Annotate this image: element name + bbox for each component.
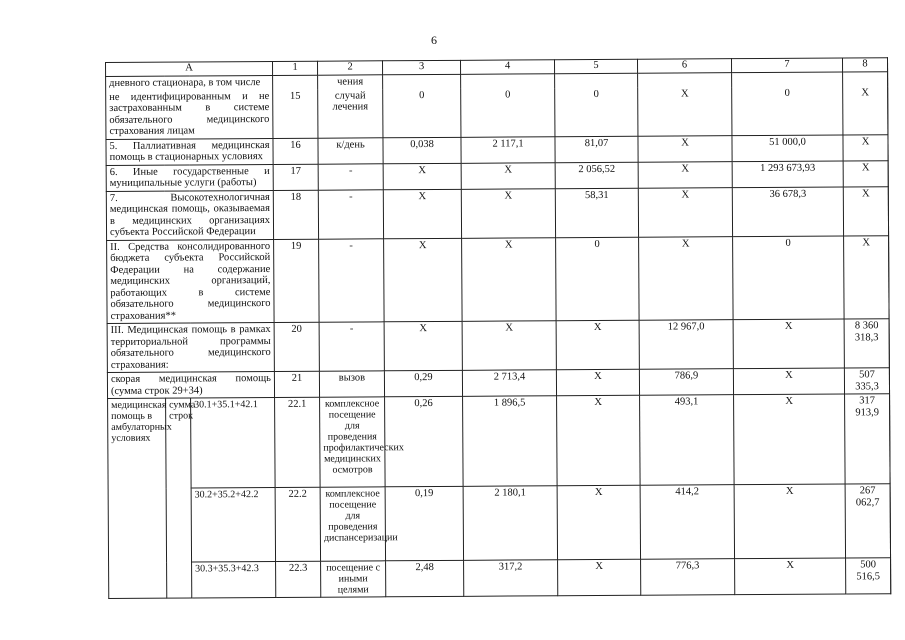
row-description: не идентифицированным и не застрахованным в системе обязательного медицинского страхования лицам: [106, 89, 273, 139]
value-cell: Х: [733, 368, 844, 395]
table-cell: [732, 72, 843, 87]
row-number: 22.1: [275, 397, 321, 487]
unit-cell: комплексное посещение для проведения профилактических медицинских осмотров: [320, 397, 386, 487]
value-cell: 0: [461, 88, 555, 137]
value-cell: Х: [638, 187, 732, 237]
header-cell: 2: [318, 61, 383, 75]
value-cell: 0: [732, 86, 843, 135]
row-description: III. Медицинская помощь в рамках территориальной программы обязательного медицинского страхования:: [107, 322, 274, 372]
row-number: 20: [274, 322, 319, 371]
value-cell: [843, 134, 888, 160]
value-cell: 2 180,1: [463, 486, 557, 561]
value-cell: 1 293 673,93: [732, 160, 843, 187]
header-cell: 8: [843, 58, 888, 72]
value-cell: 51 000,0: [732, 134, 843, 161]
value-cell: Х: [844, 235, 890, 319]
table-row: [107, 319, 889, 373]
value-cell: 0: [733, 235, 845, 319]
value-cell: 317,2: [464, 560, 558, 597]
value-cell: Х: [462, 237, 557, 321]
value-cell: Х: [383, 189, 461, 238]
unit-cell: комплексное посещение для проведения диспансеризации: [320, 487, 385, 561]
value-cell: 0,19: [385, 486, 463, 560]
value-cell: 81,07: [555, 136, 638, 163]
value-cell: 507 335,3: [844, 368, 889, 394]
value-cell: 0,038: [383, 137, 461, 163]
table-cell: [843, 72, 888, 86]
value-cell: Х: [558, 559, 641, 596]
row-number: 16: [273, 138, 318, 164]
value-cell: 776,3: [641, 559, 735, 596]
value-cell: Х: [462, 321, 556, 371]
unit-cell: -: [319, 322, 384, 371]
table-cell: [383, 74, 461, 88]
value-cell: Х: [733, 319, 844, 369]
table-row: [106, 86, 888, 139]
sum-rows-label: сумма строк: [166, 398, 192, 598]
page-number: 6: [431, 33, 437, 47]
value-cell: 0: [383, 88, 461, 137]
value-cell: 2 713,4: [462, 370, 556, 397]
value-cell: Х: [638, 161, 732, 188]
value-cell: Х: [639, 236, 734, 320]
value-cell: Х: [638, 87, 732, 136]
value-cell: [843, 186, 888, 235]
value-cell: Х: [384, 321, 462, 370]
value-cell: 0,26: [385, 396, 464, 486]
row-number: 22.2: [275, 487, 320, 561]
value-cell: 2 056,52: [555, 162, 638, 189]
row-number: 22.3: [276, 561, 321, 597]
header-cell: 5: [555, 59, 638, 74]
table-row: [106, 186, 888, 240]
value-cell: Х: [638, 135, 732, 162]
group-label: медицинская помощь в амбулаторных условиях: [108, 398, 167, 598]
row-description: II. Средства консолидированного бюджета субъекта Российской Федерации на содержание медицинских организаций, работающих в системе обязательного медицинского страхования**: [107, 239, 275, 324]
row-description: 6. Иные государственные и муниципальные услуги (работы): [106, 164, 273, 191]
value-cell: 317 913,9: [845, 394, 891, 484]
formula-cell: 30.2+35.2+42.2: [191, 487, 275, 562]
value-cell: 500 516,5: [846, 558, 891, 594]
table-cell: чения: [318, 75, 383, 89]
value-cell: Х: [843, 160, 888, 186]
value-cell: 8 360 318,3: [844, 319, 889, 368]
header-cell: 1: [273, 61, 318, 75]
value-cell: Х: [843, 86, 888, 135]
header-cell: A: [106, 61, 273, 76]
row-description: скорая медицинская помощь (сумма строк 29+34): [107, 371, 274, 398]
formula-cell: 30.1+35.1+42.1: [191, 397, 276, 488]
header-cell: 6: [638, 59, 732, 74]
value-cell: Х: [734, 394, 846, 485]
row-description: 7. Высокотехнологичная медицинская помощь, оказываемая в медицинских организациях субъекта Российской Федерации: [106, 190, 273, 240]
value-cell: 267 062,7: [845, 484, 890, 558]
row-number: 15: [273, 89, 318, 138]
row-description: дневного стационара, в том числе: [106, 75, 273, 90]
unit-cell: к/день: [318, 137, 383, 163]
formula-cell: 30.3+35.3+42.3: [192, 561, 276, 598]
value-cell: Х: [557, 485, 640, 560]
value-cell: 0: [556, 237, 640, 321]
row-number: 17: [273, 164, 318, 190]
value-cell: 58,31: [555, 188, 638, 238]
value-cell: Х: [734, 484, 845, 559]
header-cell: 3: [383, 60, 461, 74]
value-cell: 493,1: [640, 395, 735, 486]
value-cell: 0,29: [384, 370, 462, 396]
value-cell: 12 967,0: [639, 320, 733, 370]
unit-cell: посещение с иными целями: [321, 561, 386, 597]
value-cell: 786,9: [639, 369, 733, 396]
table-cell: [638, 73, 732, 88]
value-cell: Х: [735, 558, 846, 595]
value-cell: Х: [461, 162, 555, 189]
header-cell: 4: [461, 60, 555, 75]
value-cell: 36 678,3: [732, 186, 843, 236]
table-cell: [555, 73, 638, 88]
value-cell: 2,48: [386, 560, 464, 596]
value-cell: Х: [557, 395, 641, 486]
row-number: 18: [273, 190, 318, 239]
table-row: [107, 235, 890, 323]
value-cell: Х: [384, 238, 463, 322]
financing-table: [105, 57, 891, 599]
row-number: 19: [274, 239, 320, 323]
unit-cell: случай лечения: [318, 89, 383, 138]
value-cell: Х: [461, 188, 555, 238]
value-cell: Х: [556, 369, 639, 396]
value-cell: 1 896,5: [463, 396, 558, 487]
value-cell: Х: [556, 320, 639, 370]
table-row: [109, 558, 891, 599]
value-cell: 0: [555, 87, 638, 136]
row-description: 5. Паллиативная медицинская помощь в стационарных условиях: [106, 138, 273, 165]
header-cell: 7: [732, 58, 843, 73]
unit-cell: -: [318, 189, 383, 238]
unit-cell: -: [318, 163, 383, 189]
table-cell: [273, 75, 318, 89]
table-row: [108, 394, 891, 489]
table-cell: [461, 74, 555, 89]
value-cell: 2 117,1: [461, 136, 555, 163]
value-cell: Х: [383, 163, 461, 189]
table-row: [108, 484, 890, 563]
unit-cell: вызов: [319, 371, 384, 397]
row-number: 21: [274, 371, 319, 397]
value-cell: 414,2: [640, 485, 734, 560]
unit-cell: -: [319, 238, 385, 322]
